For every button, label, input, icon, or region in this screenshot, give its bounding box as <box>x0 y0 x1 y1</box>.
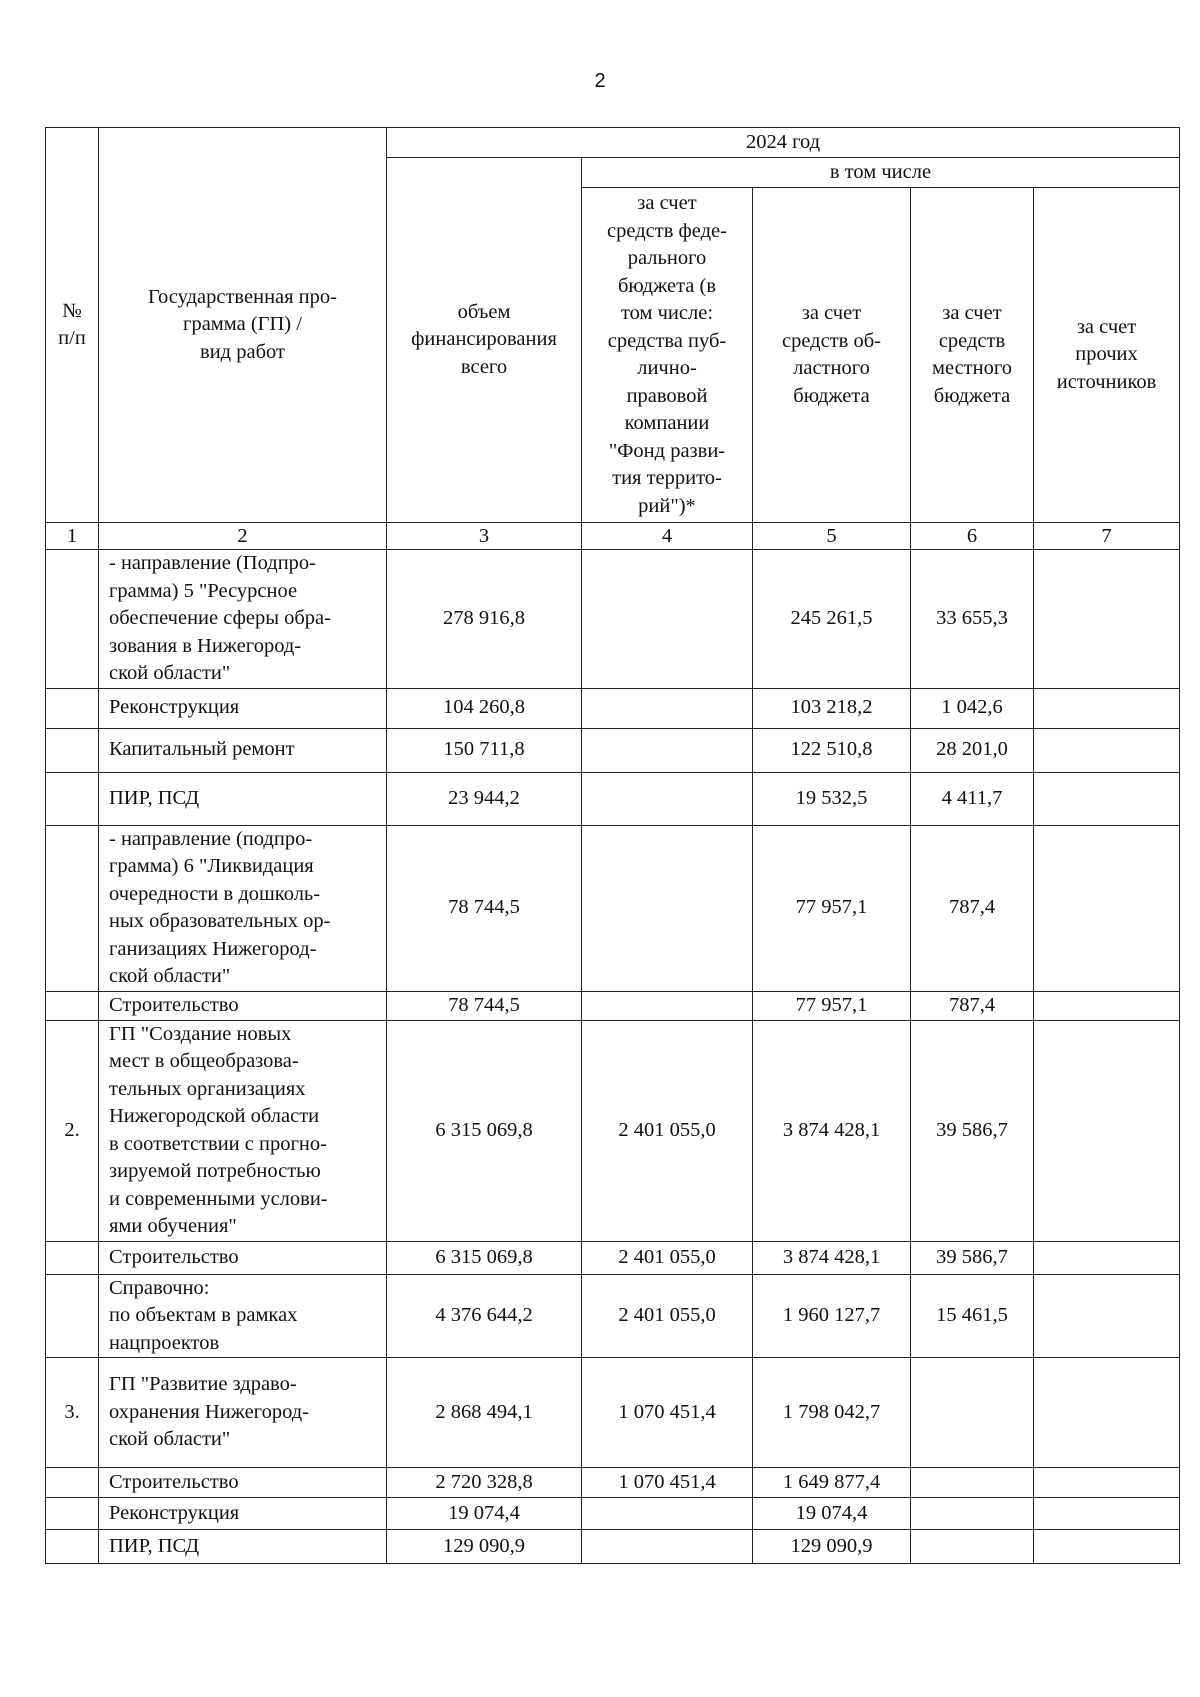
row-regional: 129 090,9 <box>753 1530 911 1564</box>
row-number <box>46 1468 99 1498</box>
row-other <box>1034 772 1180 825</box>
row-number <box>46 728 99 772</box>
row-federal <box>582 1498 753 1530</box>
row-regional: 3 874 428,1 <box>753 1241 911 1274</box>
row-total: 2 868 494,1 <box>387 1358 582 1468</box>
row-local <box>911 1530 1034 1564</box>
row-total: 150 711,8 <box>387 728 582 772</box>
table-row <box>46 688 1180 728</box>
row-local <box>911 1468 1034 1498</box>
row-name: Реконструкция <box>99 688 387 728</box>
row-name: Справочно: по объектам в рамках нацпроектов <box>99 1274 387 1358</box>
row-federal <box>582 772 753 825</box>
column-number: 4 <box>582 523 753 550</box>
row-number <box>46 772 99 825</box>
row-local: 787,4 <box>911 991 1034 1020</box>
row-total: 6 315 069,8 <box>387 1241 582 1274</box>
row-regional: 1 649 877,4 <box>753 1468 911 1498</box>
row-number <box>46 1241 99 1274</box>
table-row <box>46 1274 1180 1358</box>
row-local <box>911 1498 1034 1530</box>
page-number: 2 <box>594 70 606 92</box>
table-row <box>46 1020 1180 1241</box>
row-name: - направление (подпро- грамма) 6 "Ликвидация очередности в дошколь- ных образовательных ор- ганизациях Нижегород- ской области" <box>99 825 387 991</box>
row-number: 3. <box>46 1358 99 1468</box>
row-total: 2 720 328,8 <box>387 1468 582 1498</box>
column-number: 7 <box>1034 523 1180 550</box>
row-number <box>46 688 99 728</box>
row-other <box>1034 1530 1180 1564</box>
row-regional: 122 510,8 <box>753 728 911 772</box>
row-total: 104 260,8 <box>387 688 582 728</box>
budget-table <box>45 127 1180 1564</box>
row-total: 19 074,4 <box>387 1498 582 1530</box>
table-row <box>46 825 1180 991</box>
row-total: 4 376 644,2 <box>387 1274 582 1358</box>
header-col-local: за счет средств местного бюджета <box>911 188 1034 523</box>
row-other <box>1034 1274 1180 1358</box>
column-number: 3 <box>387 523 582 550</box>
row-federal: 1 070 451,4 <box>582 1468 753 1498</box>
row-regional: 1 960 127,7 <box>753 1274 911 1358</box>
row-number <box>46 1498 99 1530</box>
column-number: 1 <box>46 523 99 550</box>
row-total: 78 744,5 <box>387 825 582 991</box>
table-row <box>46 1241 1180 1274</box>
row-federal <box>582 1530 753 1564</box>
table-row <box>46 1530 1180 1564</box>
table-row <box>46 991 1180 1020</box>
row-total: 278 916,8 <box>387 550 582 689</box>
column-number: 6 <box>911 523 1034 550</box>
header-col-regional: за счет средств об- ластного бюджета <box>753 188 911 523</box>
row-other <box>1034 991 1180 1020</box>
header-including: в том числе <box>582 158 1180 188</box>
header-col-program: Государственная про- грамма (ГП) / вид работ <box>99 128 387 523</box>
row-local: 39 586,7 <box>911 1020 1034 1241</box>
row-name: Капитальный ремонт <box>99 728 387 772</box>
row-regional: 1 798 042,7 <box>753 1358 911 1468</box>
table-row <box>46 1468 1180 1498</box>
row-other <box>1034 728 1180 772</box>
row-federal: 2 401 055,0 <box>582 1241 753 1274</box>
header-col-federal: за счет средств феде- рального бюджета (в том числе: средства пуб- лично- правовой компании "Фонд разви- тия террито- рий")* <box>582 188 753 523</box>
row-name: ПИР, ПСД <box>99 772 387 825</box>
row-federal <box>582 991 753 1020</box>
row-number <box>46 1530 99 1564</box>
row-name: ПИР, ПСД <box>99 1530 387 1564</box>
row-total: 78 744,5 <box>387 991 582 1020</box>
table-row <box>46 772 1180 825</box>
column-number: 2 <box>99 523 387 550</box>
row-total: 129 090,9 <box>387 1530 582 1564</box>
row-regional: 19 532,5 <box>753 772 911 825</box>
table-body <box>46 550 1180 1564</box>
table-row <box>46 1358 1180 1468</box>
row-federal <box>582 550 753 689</box>
row-local: 15 461,5 <box>911 1274 1034 1358</box>
table-row <box>46 1498 1180 1530</box>
row-total: 23 944,2 <box>387 772 582 825</box>
row-number <box>46 825 99 991</box>
header-year: 2024 год <box>387 128 1180 158</box>
row-federal: 1 070 451,4 <box>582 1358 753 1468</box>
row-number: 2. <box>46 1020 99 1241</box>
row-other <box>1034 1358 1180 1468</box>
row-regional: 103 218,2 <box>753 688 911 728</box>
row-regional: 77 957,1 <box>753 991 911 1020</box>
row-federal: 2 401 055,0 <box>582 1020 753 1241</box>
row-name: Строительство <box>99 1468 387 1498</box>
row-name: ГП "Развитие здраво- охранения Нижегород- ской области" <box>99 1358 387 1468</box>
header-col-total: объем финансирования всего <box>387 158 582 523</box>
row-federal <box>582 728 753 772</box>
row-other <box>1034 825 1180 991</box>
row-local: 39 586,7 <box>911 1241 1034 1274</box>
row-other <box>1034 1241 1180 1274</box>
row-number <box>46 1274 99 1358</box>
row-local: 787,4 <box>911 825 1034 991</box>
row-regional: 19 074,4 <box>753 1498 911 1530</box>
row-federal <box>582 688 753 728</box>
row-other <box>1034 1468 1180 1498</box>
table-header <box>46 128 1180 550</box>
row-federal <box>582 825 753 991</box>
row-local: 1 042,6 <box>911 688 1034 728</box>
row-regional: 3 874 428,1 <box>753 1020 911 1241</box>
header-col-other: за счет прочих источников <box>1034 188 1180 523</box>
row-local <box>911 1358 1034 1468</box>
row-name: Строительство <box>99 1241 387 1274</box>
header-col-no: № п/п <box>46 128 99 523</box>
row-other <box>1034 550 1180 689</box>
column-number: 5 <box>753 523 911 550</box>
row-other <box>1034 1498 1180 1530</box>
row-name: Реконструкция <box>99 1498 387 1530</box>
row-number <box>46 550 99 689</box>
column-numbers-row <box>46 523 1180 550</box>
row-number <box>46 991 99 1020</box>
table-row <box>46 728 1180 772</box>
row-total: 6 315 069,8 <box>387 1020 582 1241</box>
row-local: 4 411,7 <box>911 772 1034 825</box>
row-local: 28 201,0 <box>911 728 1034 772</box>
row-regional: 245 261,5 <box>753 550 911 689</box>
row-federal: 2 401 055,0 <box>582 1274 753 1358</box>
row-regional: 77 957,1 <box>753 825 911 991</box>
row-name: Строительство <box>99 991 387 1020</box>
row-other <box>1034 1020 1180 1241</box>
row-other <box>1034 688 1180 728</box>
row-name: - направление (Подпро- грамма) 5 "Ресурсное обеспечение сферы обра- зования в Нижегород- ской области" <box>99 550 387 689</box>
row-local: 33 655,3 <box>911 550 1034 689</box>
row-name: ГП "Создание новых мест в общеобразова- тельных организациях Нижегородской области в соответствии с прогно- зируемой потребностью и современными услови- ями обучения" <box>99 1020 387 1241</box>
table-row <box>46 550 1180 689</box>
